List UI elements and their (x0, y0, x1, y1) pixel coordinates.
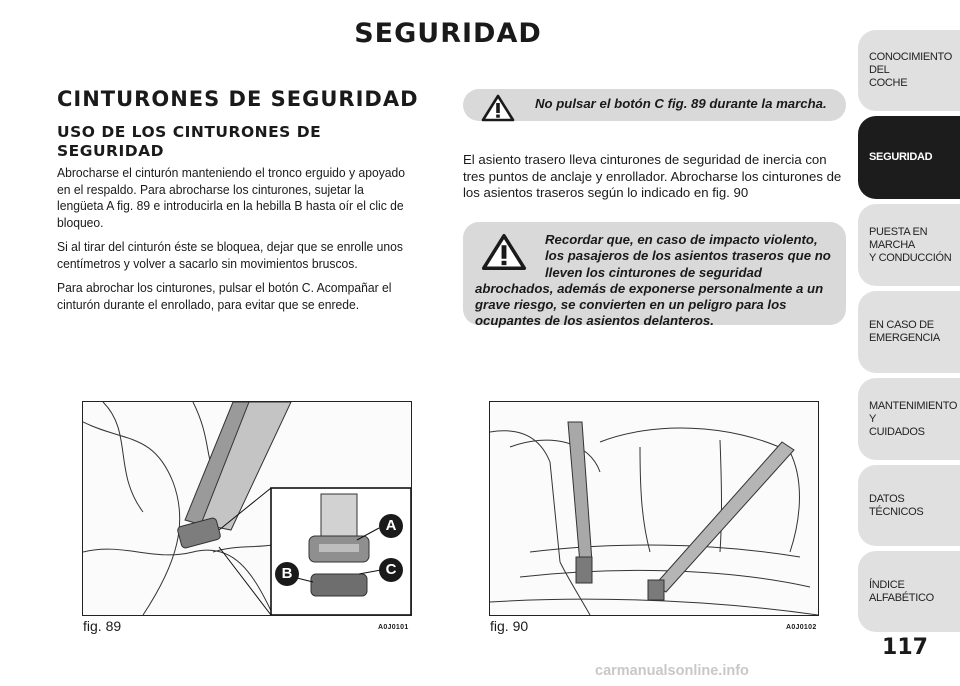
tab-label: CONOCIMIENTO DEL COCHE (869, 51, 952, 89)
figure-caption: fig. 90 (490, 618, 529, 634)
tab-label: EN CASO DE EMERGENCIA (869, 319, 940, 344)
tab-conocimiento-del-coche[interactable] (858, 30, 960, 111)
watermark: carmanualsonline.info (595, 663, 749, 679)
tab-puesta-en-marcha[interactable] (858, 204, 960, 286)
paragraph: Si al tirar del cinturón éste se bloquea, dejar que se enrolle unos centímetros y volver a sacarlo sin movimientos bruscos. (57, 239, 403, 271)
figure-code: A0J0101 (378, 624, 409, 631)
tab-indice-alfabetico[interactable] (858, 551, 960, 632)
body-text: El asiento trasero lleva cinturones de seguridad de inercia con tres puntos de anclaje y enrollador. Abrocharse los cinturones de los asientos traseros según lo indicado en fig. 90 (463, 152, 842, 200)
warning-box (463, 222, 846, 329)
tab-seguridad[interactable] (858, 116, 960, 199)
callout-b: B (275, 562, 299, 586)
paragraph: Abrocharse el cinturón manteniendo el tronco erguido y apoyado en el respaldo. Para abrocharse los cinturones, sujetar la lengüeta A fig. 89 e introducirla en la hebilla B hasta oír el clic de bloqueo. (57, 165, 406, 230)
seatbelt-buckle-illustration (83, 402, 411, 615)
tab-label: PUESTA EN MARCHA Y CONDUCCIÓN (869, 225, 952, 264)
warning-body: Recordar que, en caso de impacto violento, los pasajeros de los asientos traseros que no lleven los cinturones de seguridad abrochados, además de exponerse personalmente a un grave riesgo, se convierten en un peligro para los ocupantes de los asientos delanteros. (475, 232, 831, 329)
page-title: SEGURIDAD (354, 18, 542, 49)
figure-90 (489, 401, 819, 616)
tab-label: DATOS TÉCNICOS (869, 492, 924, 518)
callout-c: C (379, 558, 403, 582)
section-title: CINTURONES DE SEGURIDAD (57, 87, 419, 111)
tab-label: MANTENIMIENTO Y CUIDADOS (869, 399, 958, 438)
callout-a: A (379, 514, 403, 538)
figure-caption: fig. 89 (83, 618, 122, 634)
rear-seat-illustration (490, 402, 818, 615)
figure-89 (82, 401, 412, 616)
tab-mantenimiento[interactable] (858, 378, 960, 460)
tab-datos-tecnicos[interactable] (858, 465, 960, 546)
tab-label: SEGURIDAD (869, 151, 933, 163)
warning-triangle-icon (481, 94, 515, 122)
tab-label: ÍNDICE ALFABÉTICO (869, 578, 934, 604)
tab-en-caso-de-emergencia[interactable] (858, 291, 960, 373)
page-number: 117 (882, 635, 928, 660)
body-text (57, 165, 411, 321)
warning-text (475, 232, 837, 330)
warning-box (463, 89, 846, 121)
warning-text: No pulsar el botón C fig. 89 durante la marcha. (535, 96, 827, 111)
figure-code: A0J0102 (786, 624, 817, 631)
paragraph: Para abrochar los cinturones, pulsar el botón C. Acompañar el cinturón durante el enrollado, para evitar que se enrede. (57, 280, 392, 312)
subsection-title: USO DE LOS CINTURONES DE SEGURIDAD (57, 123, 322, 160)
warning-triangle-icon (481, 232, 527, 272)
